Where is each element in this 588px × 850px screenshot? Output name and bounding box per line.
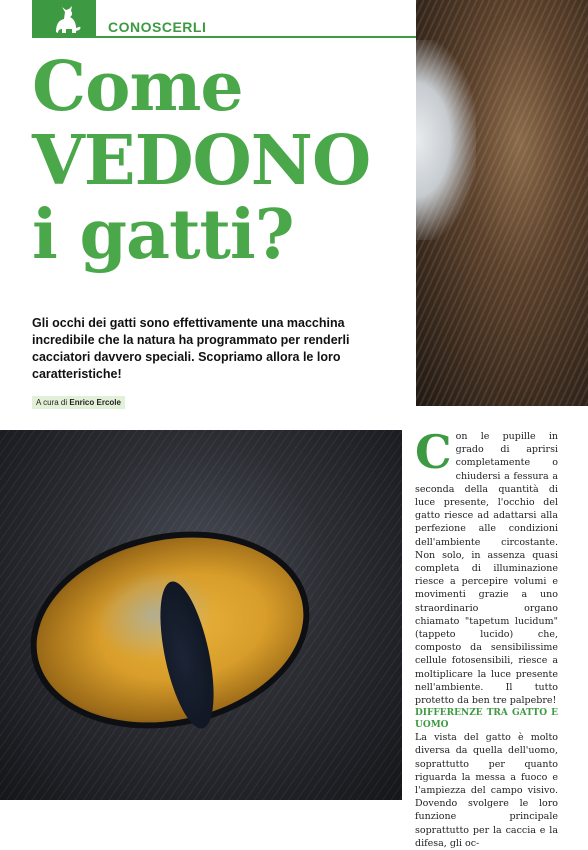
title-line: i gatti? — [32, 195, 294, 275]
section-label: CONOSCERLI — [108, 19, 207, 35]
cat-fur-photo — [416, 0, 588, 406]
article-lede: Gli occhi dei gatti sono effettivamente una macchina incredibile che la natura ha programmato per renderli cacciatori davvero speciali. Scopriamo allora le loro caratteristiche! — [32, 316, 350, 381]
section-tag-block — [32, 0, 96, 38]
credit-author: Enrico Ercole — [69, 398, 121, 407]
cat-icon — [50, 2, 84, 36]
body-paragraph — [415, 425, 558, 707]
section-rule — [96, 36, 416, 38]
drop-cap: C — [415, 425, 452, 479]
body-paragraph: La vista del gatto è molto diversa da quella dell'uomo, soprattutto per quanto riguarda la messa a fuoco e l'ampiezza del campo visivo. Dovendo svolgere le loro funzione principale soprattutto per la caccia e la difesa, gli oc- — [415, 732, 558, 849]
credit-prefix: A cura di — [36, 398, 68, 407]
paragraph-text: on le pupille in grado di aprirsi completamente o chiudersi a fessura a seconda della quantità di luce presente, l'occhio del gatto riesce ad adattarsi alla perfezione alle condizioni dell'ambiente circostante. Non solo, in assenza quasi completa di illuminazione riesce a percepire volumi e movimenti grazie a uno straordinario organo chiamato "tapetum lucidum" (tappeto lucido) che, composto da sensibilissime cellule fotosensibili, riesce a moltiplicare la luce presente nell'ambiente. Il tutto protetto da ben tre palpebre! — [415, 431, 558, 707]
author-credit — [32, 396, 125, 409]
section-subhead: DIFFERENZE TRA GATTO E UOMO — [415, 708, 558, 731]
section-header — [0, 0, 416, 38]
title-line: Come — [32, 47, 243, 127]
article-body — [415, 425, 558, 850]
title-line: VEDONO — [32, 121, 371, 201]
article-title — [32, 47, 371, 275]
cat-eye-photo — [0, 430, 402, 800]
